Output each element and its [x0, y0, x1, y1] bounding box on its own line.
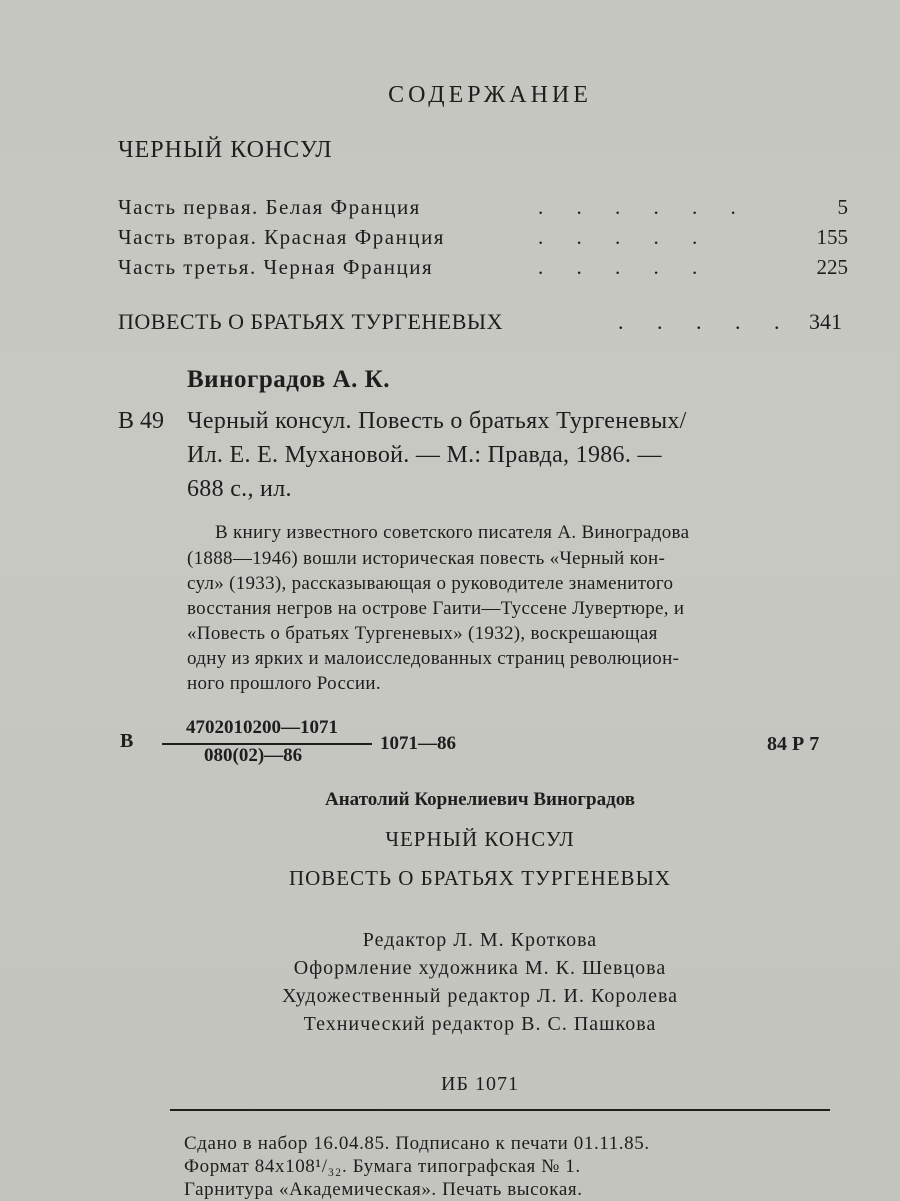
section-title: ЧЕРНЫЙ КОНСУЛ [118, 137, 333, 163]
abstract-line: В книгу известного советского писателя А. Виноградова [215, 522, 690, 543]
toc-entry-label: Часть первая. Белая Франция [118, 195, 421, 219]
imprint-title: ПОВЕСТЬ О БРАТЬЯХ ТУРГЕНЕВЫХ [288, 866, 672, 890]
catalog-line: Черный консул. Повесть о братьях Тургеневых/ [187, 408, 687, 434]
contents-heading: СОДЕРЖАНИЕ [388, 82, 592, 108]
toc-entry [118, 255, 848, 285]
toc-page-number: 225 [816, 255, 848, 279]
toc-entry [118, 309, 848, 339]
abstract-line: восстания негров на острове Гаити—Туссене Лувертюре, и [187, 598, 685, 619]
bbk-code: 84 Р 7 [767, 733, 820, 755]
credit-line: Художественный редактор Л. И. Королева [282, 985, 678, 1007]
toc-page-number: 155 [816, 225, 848, 249]
abstract-line: (1888—1946) вошли историческая повесть «Черный кон- [187, 548, 666, 569]
tech-data-line: Сдано в набор 16.04.85. Подписано к печати 01.11.85. [184, 1133, 650, 1154]
catalog-line: 688 с., ил. [187, 476, 292, 502]
credit-line: Оформление художника М. К. Шевцова [293, 957, 667, 979]
toc-leader-dots: . . . . . [618, 309, 794, 334]
abstract-line: ного прошлого России. [187, 673, 381, 694]
abstract-line: «Повесть о братьях Тургеневых» (1932), воскрешающая [187, 623, 658, 644]
classification-numerator: 4702010200—1071 [186, 717, 338, 738]
classification-suffix: 1071—86 [380, 733, 456, 754]
tech-data-line: Гарнитура «Академическая». Печать высокая. [184, 1179, 583, 1200]
classification-letter: В [120, 730, 134, 752]
toc-entry-label: ПОВЕСТЬ О БРАТЬЯХ ТУРГЕНЕВЫХ [118, 309, 503, 334]
toc-page-number: 5 [837, 195, 848, 219]
credit-line: Технический редактор В. С. Пашкова [303, 1013, 657, 1035]
catalog-line: Ил. Е. Е. Мухановой. — М.: Правда, 1986. — [187, 442, 662, 468]
toc-entry-label: Часть вторая. Красная Франция [118, 225, 445, 249]
imprint-author: Анатолий Корнелиевич Виноградов [325, 789, 635, 810]
toc-leader-dots: . . . . . . [538, 195, 750, 219]
catalog-code: В 49 [118, 408, 165, 434]
toc-page-number: 341 [809, 309, 842, 334]
toc-entry-label: Часть третья. Черная Франция [118, 255, 434, 279]
toc-entry [118, 225, 848, 255]
abstract-line: одну из ярких и малоисследованных страниц революцион- [187, 648, 680, 669]
toc-leader-dots: . . . . . [538, 225, 712, 249]
imprint-title: ЧЕРНЫЙ КОНСУЛ [385, 827, 575, 851]
toc-entry [118, 195, 848, 225]
abstract-line: сул» (1933), рассказывающая о руководителе знаменитого [187, 573, 674, 594]
classification-denominator: 080(02)—86 [204, 745, 303, 766]
toc-leader-dots: . . . . . [538, 255, 712, 279]
credit-line: Редактор Л. М. Кроткова [362, 929, 598, 951]
divider-rule [170, 1109, 830, 1111]
ib-number: ИБ 1071 [441, 1073, 519, 1095]
tech-data-line: Формат 84х108¹/₃₂. Бумага типографская № 1. [184, 1156, 581, 1177]
catalog-author: Виноградов А. К. [187, 366, 390, 393]
